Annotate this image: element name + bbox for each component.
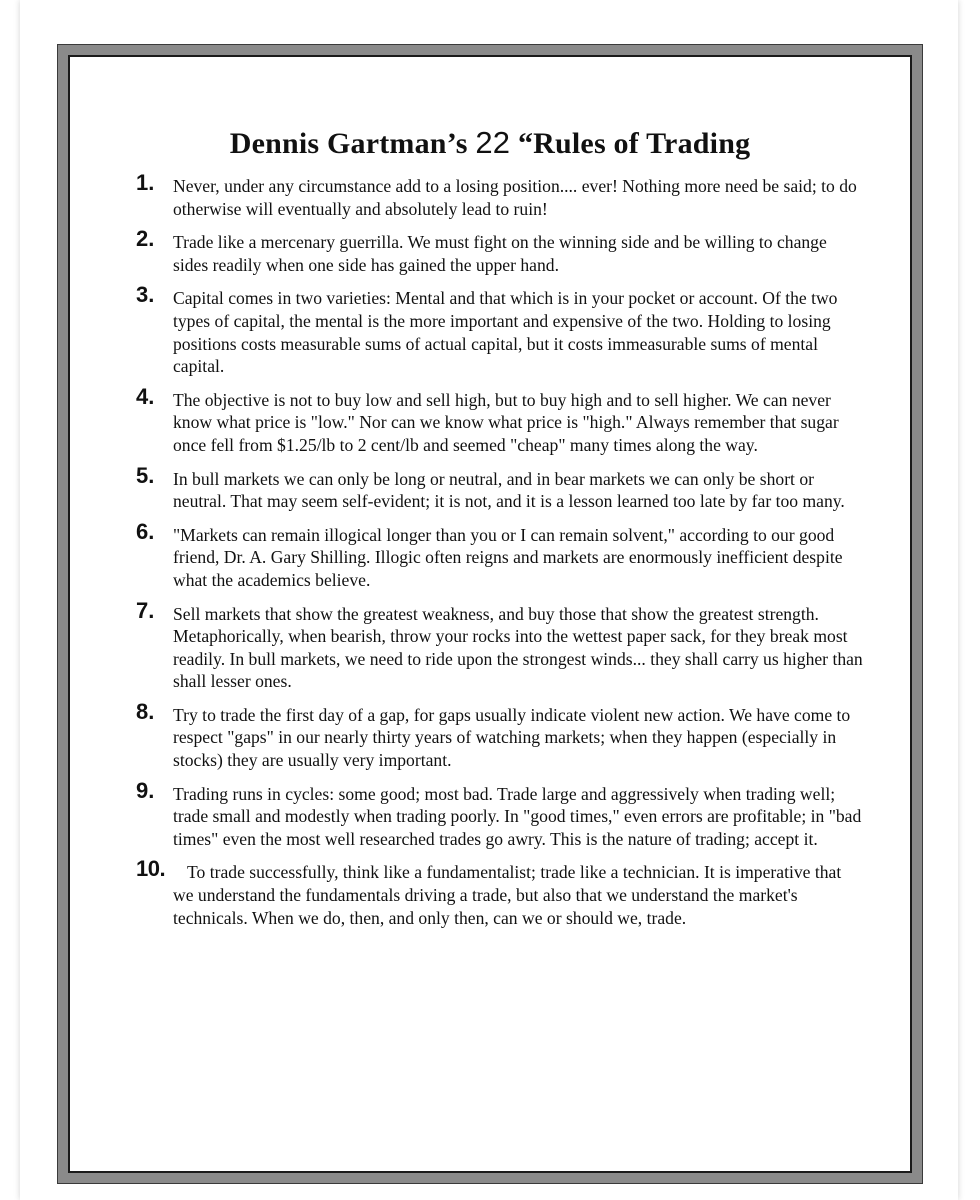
rule-item-2 [136, 226, 866, 276]
rule-item-3 [136, 282, 866, 377]
rule-item-1 [136, 170, 866, 220]
rule-item-4 [136, 383, 866, 457]
rule-number: 5. [136, 462, 155, 488]
rule-text: Trade like a mercenary guerrilla. We must fight on the winning side and be willing to change sides readily when one side has gained the upper hand. [173, 232, 827, 275]
rule-item-7 [136, 597, 866, 693]
rule-number: 2. [136, 226, 155, 252]
rule-text: Sell markets that show the greatest weakness, and buy those that show the greatest strength. Metaphorically, when bearish, throw your rocks into the wettest paper sack, for they break most readily. In bull markets, we need to ride upon the strongest winds... they shall carry us higher than shall lesser ones. [173, 603, 863, 692]
title-suffix: “Rules of Trading [510, 127, 751, 160]
rule-number: 9. [136, 777, 155, 803]
rule-item-10 [136, 856, 866, 929]
rule-text: To trade successfully, think like a fundamentalist; trade like a technician. It is imperative that we understand the fundamentals driving a trade, but also that we understand the market's technicals. When we do, then, and only then, can we or should we, trade. [173, 862, 842, 928]
rule-number: 1. [136, 170, 155, 195]
rule-text: The objective is not to buy low and sell high, but to buy high and to sell higher. We can never know what price is "low." Nor can we know what price is "high." Always remember that sugar once fell from $1.25/lb to 2 cent/lb and seemed "cheap" many times along the way. [173, 389, 839, 455]
rule-number: 10. [136, 856, 166, 882]
rule-number: 8. [136, 698, 155, 724]
rule-text: Try to trade the first day of a gap, for gaps usually indicate violent new action. We have come to respect "gaps" in our nearly thirty years of watching markets; when they happen (especially in stocks) they are usually very important. [173, 704, 851, 771]
rule-number: 3. [136, 282, 155, 308]
rules-list [136, 170, 866, 940]
document-title [70, 125, 910, 162]
document-inner-border [68, 55, 912, 1173]
title-prefix: Dennis Gartman’s [229, 127, 476, 160]
rule-number: 7. [136, 597, 155, 623]
document-outer-border [57, 44, 923, 1184]
rule-text: In bull markets we can only be long or neutral, and in bear markets we can only be short or neutral. That may seem self-evident; it is not, and it is a lesson learned too late by far too many. [173, 468, 845, 512]
rule-text: Never, under any circumstance add to a losing position.... ever! Nothing more need be said; to do otherwise will eventually and absolutely lead to ruin! [173, 176, 857, 219]
rule-item-9 [136, 777, 866, 851]
rule-item-6 [136, 518, 866, 592]
title-number: 22 [475, 125, 511, 160]
rule-number: 6. [136, 518, 155, 544]
rule-number: 4. [136, 383, 155, 409]
rule-item-8 [136, 698, 866, 772]
rule-item-5 [136, 462, 866, 513]
rule-text: "Markets can remain illogical longer than you or I can remain solvent," according to our good friend, Dr. A. Gary Shilling. Illogic often reigns and markets are enormously inefficient despite what the academics believe. [173, 524, 843, 590]
rule-text: Trading runs in cycles: some good; most bad. Trade large and aggressively when trading well; trade small and modestly when trading poorly. In "good times," even errors are profitable; in "bad times" even the most well researched trades go awry. This is the nature of trading; accept it. [173, 783, 862, 849]
rule-text: Capital comes in two varieties: Mental and that which is in your pocket or account. Of the two types of capital, the mental is the more important and expensive of the two. Holding to losing positions costs measurable sums of actual capital, but it costs immeasurable sums of mental capital. [173, 288, 838, 377]
